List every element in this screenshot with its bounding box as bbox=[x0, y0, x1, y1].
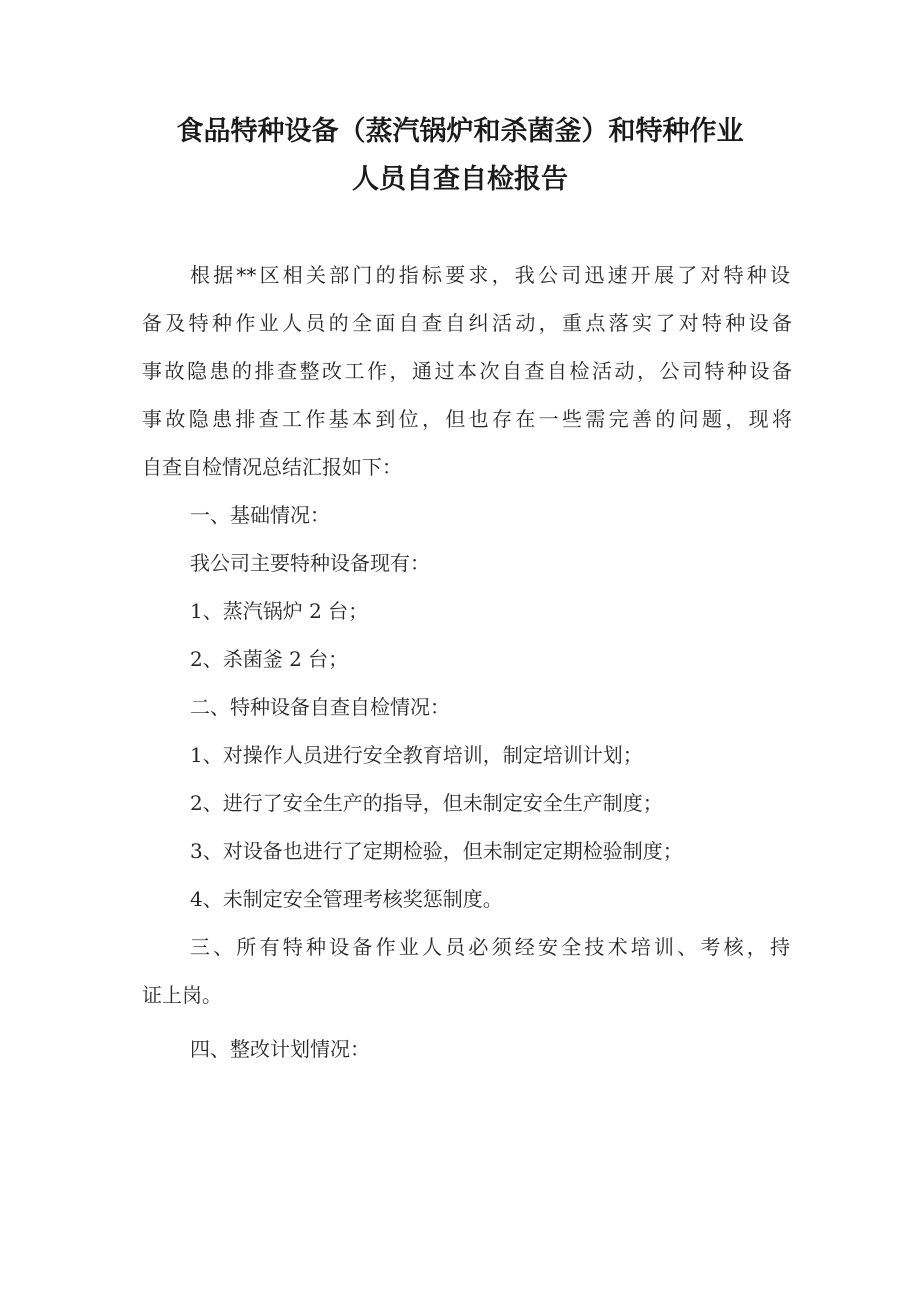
section-2-item-4: 4、未制定安全管理考核奖惩制度。 bbox=[190, 887, 503, 911]
section-3-line-2: 证上岗。 bbox=[142, 983, 222, 1007]
section-1-heading: 一、基础情况： bbox=[190, 503, 330, 527]
section-1-item-2: 2、杀菌釜 2 台； bbox=[190, 647, 349, 671]
section-4-heading: 四、整改计划情况： bbox=[190, 1037, 370, 1061]
section-3-line-1: 三、所有特种设备作业人员必须经安全技术培训、考核，持 bbox=[190, 935, 790, 959]
document-title-line-1: 食品特种设备（蒸汽锅炉和杀菌釜）和特种作业 bbox=[176, 116, 744, 147]
section-1-item-1: 1、蒸汽锅炉 2 台； bbox=[190, 599, 369, 623]
section-2-heading: 二、特种设备自查自检情况： bbox=[190, 695, 450, 719]
section-2-item-2: 2、进行了安全生产的指导，但未制定安全生产制度； bbox=[190, 791, 663, 815]
intro-paragraph-line-3: 事故隐患的排查整改工作，通过本次自查自检活动，公司特种设备 bbox=[142, 359, 792, 383]
intro-paragraph-line-5: 自查自检情况总结汇报如下： bbox=[142, 455, 402, 479]
section-1-intro: 我公司主要特种设备现有： bbox=[190, 551, 430, 575]
document-title-line-2: 人员自查自检报告 bbox=[352, 164, 568, 195]
intro-paragraph-line-1: 根据**区相关部门的指标要求，我公司迅速开展了对特种设 bbox=[190, 263, 790, 287]
intro-paragraph-line-2: 备及特种作业人员的全面自查自纠活动，重点落实了对特种设备 bbox=[142, 311, 792, 335]
intro-paragraph-line-4: 事故隐患排查工作基本到位，但也存在一些需完善的问题，现将 bbox=[142, 407, 792, 431]
section-2-item-1: 1、对操作人员进行安全教育培训，制定培训计划； bbox=[190, 743, 643, 767]
section-2-item-3: 3、对设备也进行了定期检验，但未制定定期检验制度； bbox=[190, 839, 683, 863]
